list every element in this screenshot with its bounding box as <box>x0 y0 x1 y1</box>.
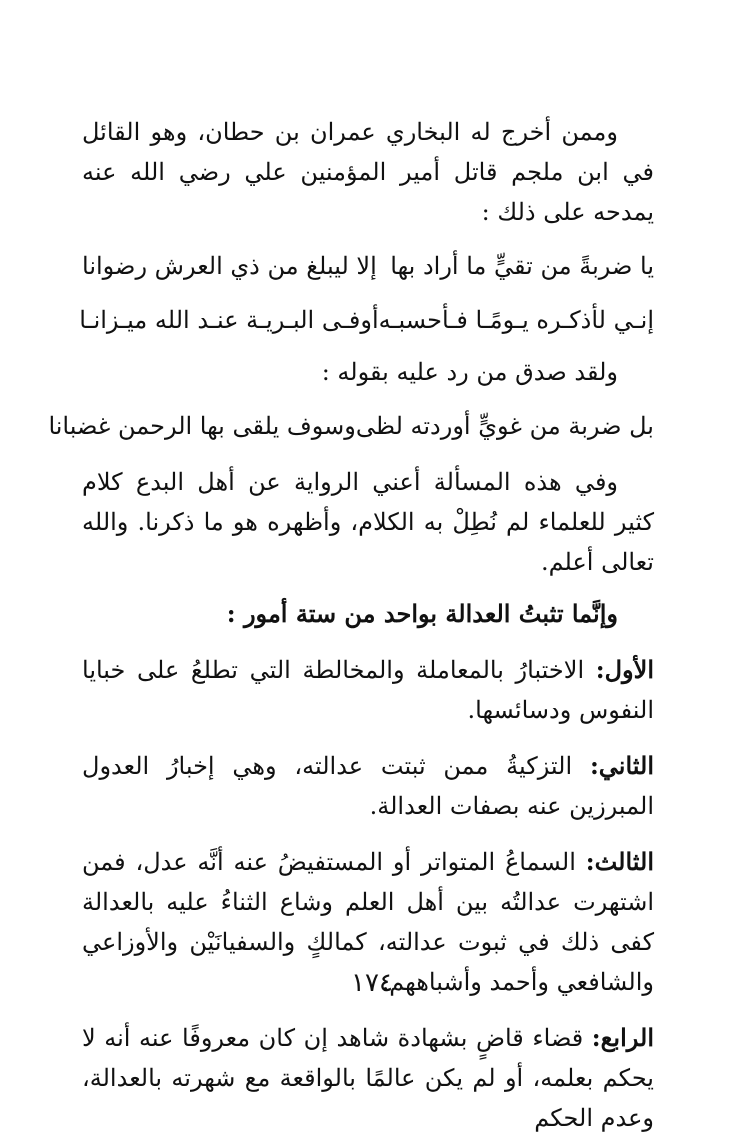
verse-2-second-hemistich: أوفـى البـريـة عنـد الله ميـزانـا <box>79 306 379 334</box>
verse-1-first-hemistich: يا ضربةً من تقيٍّ ما أراد بها <box>390 252 654 280</box>
item-second <box>82 746 654 826</box>
item-fourth-label: الرابع: <box>591 1023 654 1052</box>
paragraph-reply: ولقد صدق من رد عليه بقوله : <box>321 358 618 386</box>
verse-line-3 <box>48 406 654 446</box>
item-second-text: التزكيةُ ممن ثبتت عدالته، وهي إخبارُ العدول المبرزين عنه بصفات العدالة. <box>82 752 654 820</box>
verse-line-1 <box>82 246 654 286</box>
item-second-label: الثاني: <box>589 751 655 780</box>
item-fourth-text: قضاء قاضٍ بشهادة شاهد إن كان معروفًا عنه أنه لا يحكم بعلمه، أو لم يكن عالمًا بالواقعة مع شهرته بالعدالة، وعدم الحكم <box>82 1024 654 1132</box>
verse-line-2 <box>79 300 654 340</box>
item-first-text: الاختبارُ بالمعاملة والمخالطة التي تطلعُ على خبايا النفوس ودسائسها. <box>82 656 654 724</box>
verse-3-second-hemistich: وسوف يلقى بها الرحمن غضبانا <box>48 412 356 440</box>
paragraph-innovators: وفي هذه المسألة أعني الرواية عن أهل البدع كلام كثير للعلماء لم نُطِلْ به الكلام، وأظهره هو ما ذكرنا. والله تعالى أعلم. <box>82 468 654 576</box>
verse-3-first-hemistich: بل ضربة من غويٍّ أوردته لظى <box>355 412 654 440</box>
item-third-label: الثالث: <box>585 847 654 876</box>
item-fourth <box>82 1018 654 1138</box>
paragraph-six-matters: وإنَّما تثبتُ العدالة بواحد من ستة أمور : <box>226 599 618 628</box>
item-first-label: الأول: <box>595 655 654 684</box>
paragraph-intro: وممن أخرج له البخاري عمران بن حطان، وهو القائل في ابن ملجم قاتل أمير المؤمنين علي رضي الله عنه يمدحه على ذلك : <box>82 118 654 226</box>
item-third-text: السماعُ المتواتر أو المستفيضُ عنه أنَّه عدل، فمن اشتهرت عدالتُه بين أهل العلم وشاع الثناءُ عليه بالعدالة كفى ذلك في ثبوت عدالته، كمالكٍ والسفيانَيْن والأوزاعي والشافعي وأحمد وأشباههم. <box>82 848 654 996</box>
item-first <box>82 650 654 730</box>
verse-1-second-hemistich: إلا ليبلغ من ذي العرش رضوانا <box>82 252 377 280</box>
verse-2-first-hemistich: إنـي لأذكـره يـومًـا فـأحسبـه <box>378 306 654 334</box>
page-number: ١٧٤ <box>351 968 393 998</box>
